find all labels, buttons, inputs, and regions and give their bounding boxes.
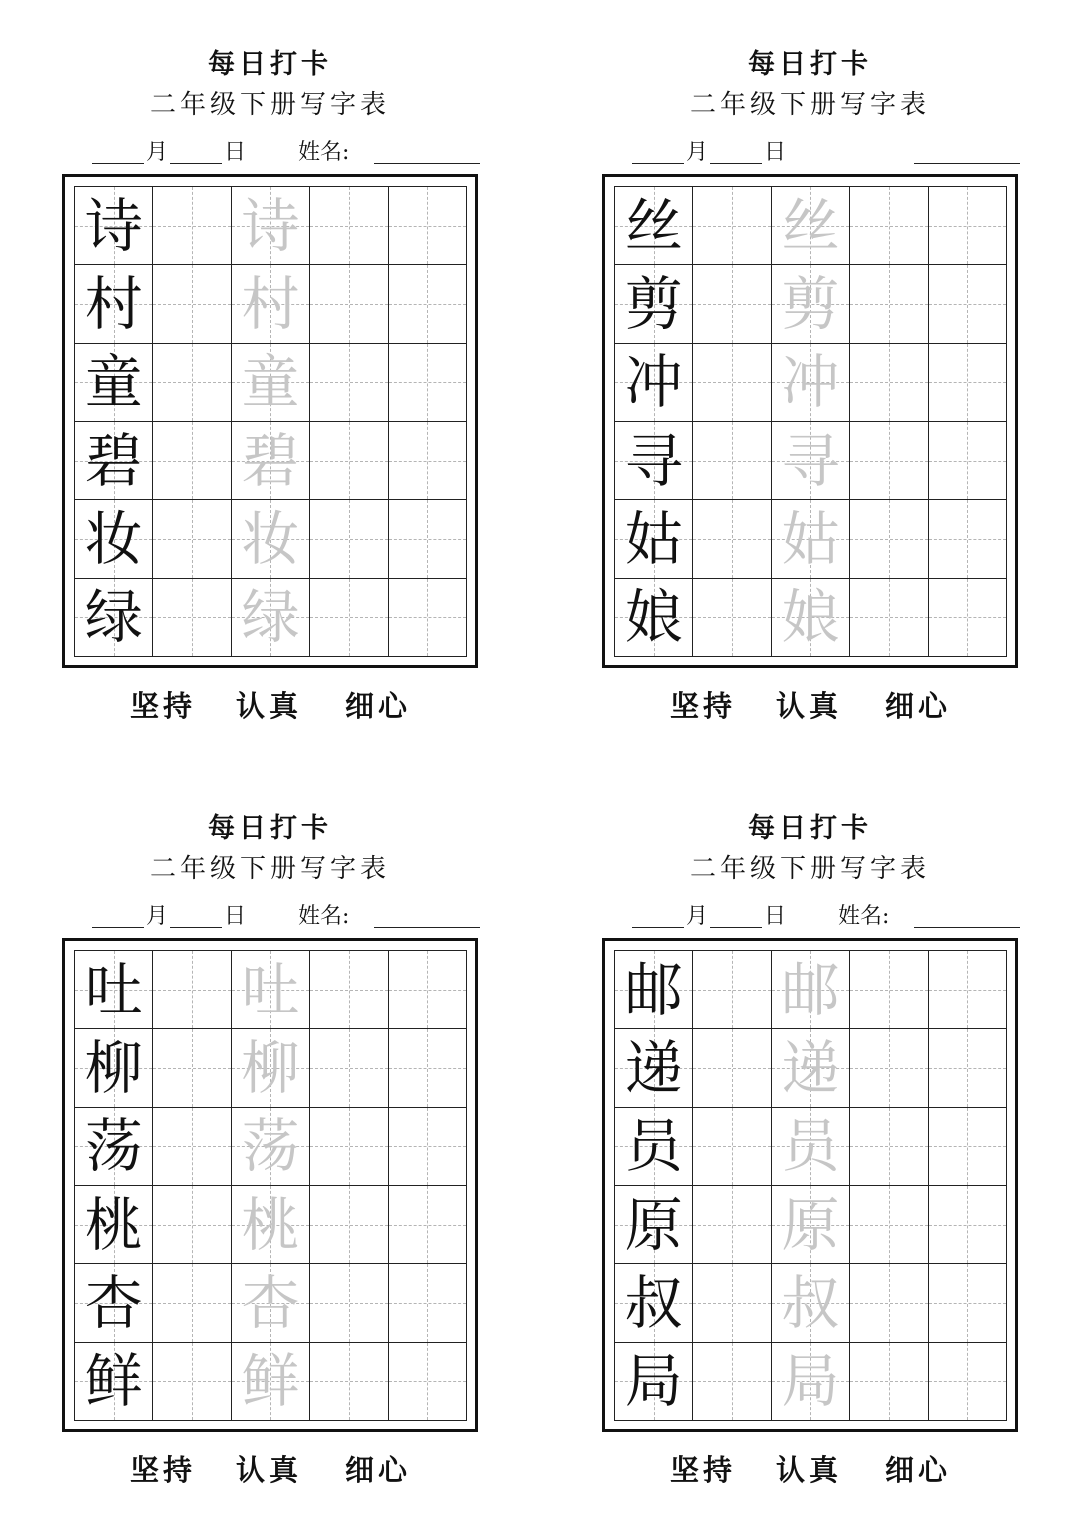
model-character-cell: [75, 1264, 153, 1342]
practice-cell[interactable]: [153, 951, 231, 1029]
tracing-character: 桃: [241, 1190, 300, 1259]
month-blank[interactable]: [632, 163, 684, 164]
model-character: 邮: [624, 955, 683, 1024]
practice-cell[interactable]: [693, 187, 771, 265]
practice-cell[interactable]: [389, 1343, 467, 1421]
practice-cell[interactable]: [850, 1029, 928, 1107]
day-blank[interactable]: [710, 927, 762, 928]
tracing-character-cell: [232, 579, 310, 657]
writing-grid: [74, 186, 467, 657]
tracing-character-cell: [232, 1264, 310, 1342]
practice-cell[interactable]: [693, 500, 771, 578]
model-character: 剪: [624, 269, 683, 338]
model-character: 吐: [84, 955, 143, 1024]
practice-cell[interactable]: [850, 1108, 928, 1186]
practice-cell[interactable]: [389, 1029, 467, 1107]
tracing-character: 丝: [781, 191, 840, 260]
name-label: 姓名:: [298, 904, 350, 929]
practice-cell[interactable]: [153, 1264, 231, 1342]
model-character: 原: [624, 1190, 683, 1259]
tracing-character-cell: [772, 422, 850, 500]
model-character: 荡: [84, 1112, 143, 1181]
practice-cell[interactable]: [693, 422, 771, 500]
worksheet-subtitle: 二年级下册写字表: [149, 854, 390, 884]
practice-cell[interactable]: [389, 422, 467, 500]
model-character: 娘: [624, 583, 683, 652]
model-character-cell: [75, 579, 153, 657]
model-character-cell: [615, 187, 693, 265]
practice-cell[interactable]: [693, 344, 771, 422]
tracing-character: 碧: [241, 426, 300, 495]
name-blank[interactable]: [914, 163, 1020, 164]
practice-cell[interactable]: [850, 187, 928, 265]
model-character-cell: [75, 1343, 153, 1421]
practice-cell[interactable]: [850, 1186, 928, 1264]
worksheet-card: [0, 764, 540, 1525]
motto-careful: 认真: [776, 689, 843, 723]
practice-cell[interactable]: [693, 265, 771, 343]
practice-cell[interactable]: [850, 1343, 928, 1421]
date-name-line: [632, 904, 1020, 934]
tracing-character: 荡: [241, 1112, 300, 1181]
practice-cell[interactable]: [693, 1029, 771, 1107]
month-label: 月: [686, 904, 709, 929]
practice-cell[interactable]: [310, 1264, 388, 1342]
model-character: 绿: [84, 583, 143, 652]
tracing-character-cell: [232, 951, 310, 1029]
model-character: 童: [84, 348, 143, 417]
worksheet-subtitle: 二年级下册写字表: [689, 90, 930, 120]
motto-line: [0, 1448, 540, 1488]
practice-cell[interactable]: [310, 344, 388, 422]
worksheet-title: 每日打卡: [748, 813, 872, 844]
practice-cell[interactable]: [153, 500, 231, 578]
tracing-character-cell: [232, 1029, 310, 1107]
tracing-character: 寻: [781, 426, 840, 495]
motto-line: [540, 684, 1080, 724]
model-character: 丝: [624, 191, 683, 260]
model-character-cell: [615, 951, 693, 1029]
model-character-cell: [75, 1108, 153, 1186]
day-blank[interactable]: [710, 163, 762, 164]
month-label: 月: [146, 904, 169, 929]
tracing-character-cell: [772, 1343, 850, 1421]
practice-cell[interactable]: [929, 344, 1007, 422]
practice-cell[interactable]: [389, 344, 467, 422]
model-character-cell: [75, 187, 153, 265]
practice-cell[interactable]: [310, 500, 388, 578]
model-character-cell: [75, 1186, 153, 1264]
date-name-line: [92, 904, 480, 934]
writing-grid: [74, 950, 467, 1421]
tracing-character: 村: [241, 269, 300, 338]
worksheet-card: [0, 0, 540, 761]
model-character-cell: [615, 422, 693, 500]
tracing-character-cell: [232, 1186, 310, 1264]
tracing-character: 吐: [241, 955, 300, 1024]
tracing-character: 姑: [781, 504, 840, 573]
practice-cell[interactable]: [153, 1343, 231, 1421]
tracing-character: 递: [781, 1033, 840, 1102]
worksheet-title: 每日打卡: [208, 813, 332, 844]
motto-attentive: 细心: [885, 1453, 952, 1487]
tracing-character-cell: [772, 579, 850, 657]
practice-cell[interactable]: [310, 265, 388, 343]
tracing-character-cell: [232, 1108, 310, 1186]
practice-cell[interactable]: [310, 1029, 388, 1107]
model-character: 冲: [624, 348, 683, 417]
motto-attentive: 细心: [345, 1453, 412, 1487]
name-blank[interactable]: [374, 927, 480, 928]
practice-cell[interactable]: [310, 951, 388, 1029]
tracing-character-cell: [772, 1264, 850, 1342]
month-blank[interactable]: [92, 163, 144, 164]
tracing-character: 鲜: [241, 1347, 300, 1416]
practice-cell[interactable]: [693, 579, 771, 657]
practice-cell[interactable]: [850, 265, 928, 343]
day-label: 日: [224, 140, 247, 165]
tracing-character: 娘: [781, 583, 840, 652]
practice-cell[interactable]: [389, 265, 467, 343]
model-character-cell: [75, 265, 153, 343]
model-character-cell: [75, 500, 153, 578]
model-character: 鲜: [84, 1347, 143, 1416]
practice-cell[interactable]: [693, 1343, 771, 1421]
tracing-character: 冲: [781, 348, 840, 417]
tracing-character-cell: [232, 265, 310, 343]
day-label: 日: [764, 140, 787, 165]
model-character: 姑: [624, 504, 683, 573]
practice-cell[interactable]: [389, 579, 467, 657]
date-name-line: [632, 140, 1020, 170]
motto-careful: 认真: [776, 1453, 843, 1487]
practice-cell[interactable]: [153, 422, 231, 500]
tracing-character-cell: [772, 187, 850, 265]
tracing-character-cell: [772, 1029, 850, 1107]
practice-cell[interactable]: [929, 422, 1007, 500]
worksheet-title: 每日打卡: [748, 49, 872, 80]
writing-grid: [614, 950, 1007, 1421]
model-character: 诗: [84, 191, 143, 260]
practice-cell[interactable]: [929, 500, 1007, 578]
practice-cell[interactable]: [153, 1186, 231, 1264]
day-blank[interactable]: [170, 927, 222, 928]
practice-cell[interactable]: [693, 951, 771, 1029]
practice-cell[interactable]: [929, 579, 1007, 657]
day-label: 日: [224, 904, 247, 929]
practice-cell[interactable]: [153, 344, 231, 422]
date-name-line: [92, 140, 480, 170]
practice-cell[interactable]: [310, 1186, 388, 1264]
motto-line: [0, 684, 540, 724]
practice-cell[interactable]: [850, 951, 928, 1029]
month-blank[interactable]: [92, 927, 144, 928]
tracing-character: 杏: [241, 1268, 300, 1337]
practice-cell[interactable]: [693, 1186, 771, 1264]
tracing-character: 童: [241, 348, 300, 417]
model-character: 递: [624, 1033, 683, 1102]
name-label: 姓名:: [298, 140, 350, 165]
model-character-cell: [615, 579, 693, 657]
model-character: 杏: [84, 1268, 143, 1337]
practice-cell[interactable]: [389, 500, 467, 578]
practice-cell[interactable]: [693, 1108, 771, 1186]
motto-persist: 坚持: [130, 1453, 197, 1487]
model-character: 员: [624, 1112, 683, 1181]
practice-cell[interactable]: [850, 500, 928, 578]
tracing-character-cell: [772, 500, 850, 578]
model-character: 桃: [84, 1190, 143, 1259]
worksheet-card: [540, 0, 1080, 761]
model-character-cell: [615, 1343, 693, 1421]
name-label: 姓名:: [838, 904, 890, 929]
motto-careful: 认真: [236, 1453, 303, 1487]
tracing-character: 局: [781, 1347, 840, 1416]
tracing-character-cell: [232, 500, 310, 578]
practice-cell[interactable]: [153, 579, 231, 657]
model-character-cell: [615, 265, 693, 343]
month-label: 月: [146, 140, 169, 165]
practice-cell[interactable]: [153, 1029, 231, 1107]
practice-cell[interactable]: [153, 1108, 231, 1186]
tracing-character-cell: [772, 1186, 850, 1264]
practice-cell[interactable]: [389, 1264, 467, 1342]
practice-cell[interactable]: [310, 579, 388, 657]
practice-cell[interactable]: [929, 951, 1007, 1029]
motto-persist: 坚持: [130, 689, 197, 723]
model-character-cell: [615, 1186, 693, 1264]
model-character-cell: [615, 500, 693, 578]
tracing-character: 剪: [781, 269, 840, 338]
motto-persist: 坚持: [670, 689, 737, 723]
tracing-character-cell: [232, 422, 310, 500]
tracing-character-cell: [772, 951, 850, 1029]
model-character-cell: [75, 422, 153, 500]
practice-cell[interactable]: [850, 1264, 928, 1342]
month-label: 月: [686, 140, 709, 165]
practice-cell[interactable]: [153, 187, 231, 265]
practice-cell[interactable]: [929, 1029, 1007, 1107]
practice-cell[interactable]: [310, 422, 388, 500]
model-character: 妆: [84, 504, 143, 573]
practice-cell[interactable]: [850, 422, 928, 500]
practice-cell[interactable]: [850, 344, 928, 422]
model-character: 局: [624, 1347, 683, 1416]
tracing-character: 绿: [241, 583, 300, 652]
motto-persist: 坚持: [670, 1453, 737, 1487]
tracing-character-cell: [232, 187, 310, 265]
practice-cell[interactable]: [310, 187, 388, 265]
writing-grid: [614, 186, 1007, 657]
model-character: 柳: [84, 1033, 143, 1102]
tracing-character: 诗: [241, 191, 300, 260]
model-character: 叔: [624, 1268, 683, 1337]
practice-cell[interactable]: [389, 951, 467, 1029]
practice-cell[interactable]: [929, 1108, 1007, 1186]
name-blank[interactable]: [374, 163, 480, 164]
model-character-cell: [615, 1264, 693, 1342]
tracing-character: 叔: [781, 1268, 840, 1337]
motto-attentive: 细心: [345, 689, 412, 723]
practice-cell[interactable]: [310, 1343, 388, 1421]
name-blank[interactable]: [914, 927, 1020, 928]
practice-cell[interactable]: [929, 265, 1007, 343]
worksheet-card: [540, 764, 1080, 1525]
practice-cell[interactable]: [929, 1343, 1007, 1421]
tracing-character-cell: [232, 1343, 310, 1421]
worksheet-subtitle: 二年级下册写字表: [149, 90, 390, 120]
practice-cell[interactable]: [153, 265, 231, 343]
practice-cell[interactable]: [929, 187, 1007, 265]
model-character-cell: [615, 1029, 693, 1107]
practice-cell[interactable]: [929, 1186, 1007, 1264]
model-character-cell: [75, 344, 153, 422]
practice-cell[interactable]: [389, 1186, 467, 1264]
tracing-character: 员: [781, 1112, 840, 1181]
model-character: 碧: [84, 426, 143, 495]
motto-line: [540, 1448, 1080, 1488]
motto-careful: 认真: [236, 689, 303, 723]
tracing-character-cell: [232, 344, 310, 422]
tracing-character-cell: [772, 1108, 850, 1186]
tracing-character: 妆: [241, 504, 300, 573]
month-blank[interactable]: [632, 927, 684, 928]
tracing-character: 邮: [781, 955, 840, 1024]
practice-cell[interactable]: [310, 1108, 388, 1186]
model-character-cell: [75, 1029, 153, 1107]
practice-cell[interactable]: [850, 579, 928, 657]
practice-cell[interactable]: [929, 1264, 1007, 1342]
model-character-cell: [615, 344, 693, 422]
model-character: 村: [84, 269, 143, 338]
practice-cell[interactable]: [389, 1108, 467, 1186]
model-character-cell: [615, 1108, 693, 1186]
motto-attentive: 细心: [885, 689, 952, 723]
day-blank[interactable]: [170, 163, 222, 164]
day-label: 日: [764, 904, 787, 929]
practice-cell[interactable]: [693, 1264, 771, 1342]
practice-cell[interactable]: [389, 187, 467, 265]
tracing-character-cell: [772, 344, 850, 422]
model-character-cell: [75, 951, 153, 1029]
tracing-character: 柳: [241, 1033, 300, 1102]
worksheet-title: 每日打卡: [208, 49, 332, 80]
tracing-character: 原: [781, 1190, 840, 1259]
tracing-character-cell: [772, 265, 850, 343]
worksheet-subtitle: 二年级下册写字表: [689, 854, 930, 884]
model-character: 寻: [624, 426, 683, 495]
